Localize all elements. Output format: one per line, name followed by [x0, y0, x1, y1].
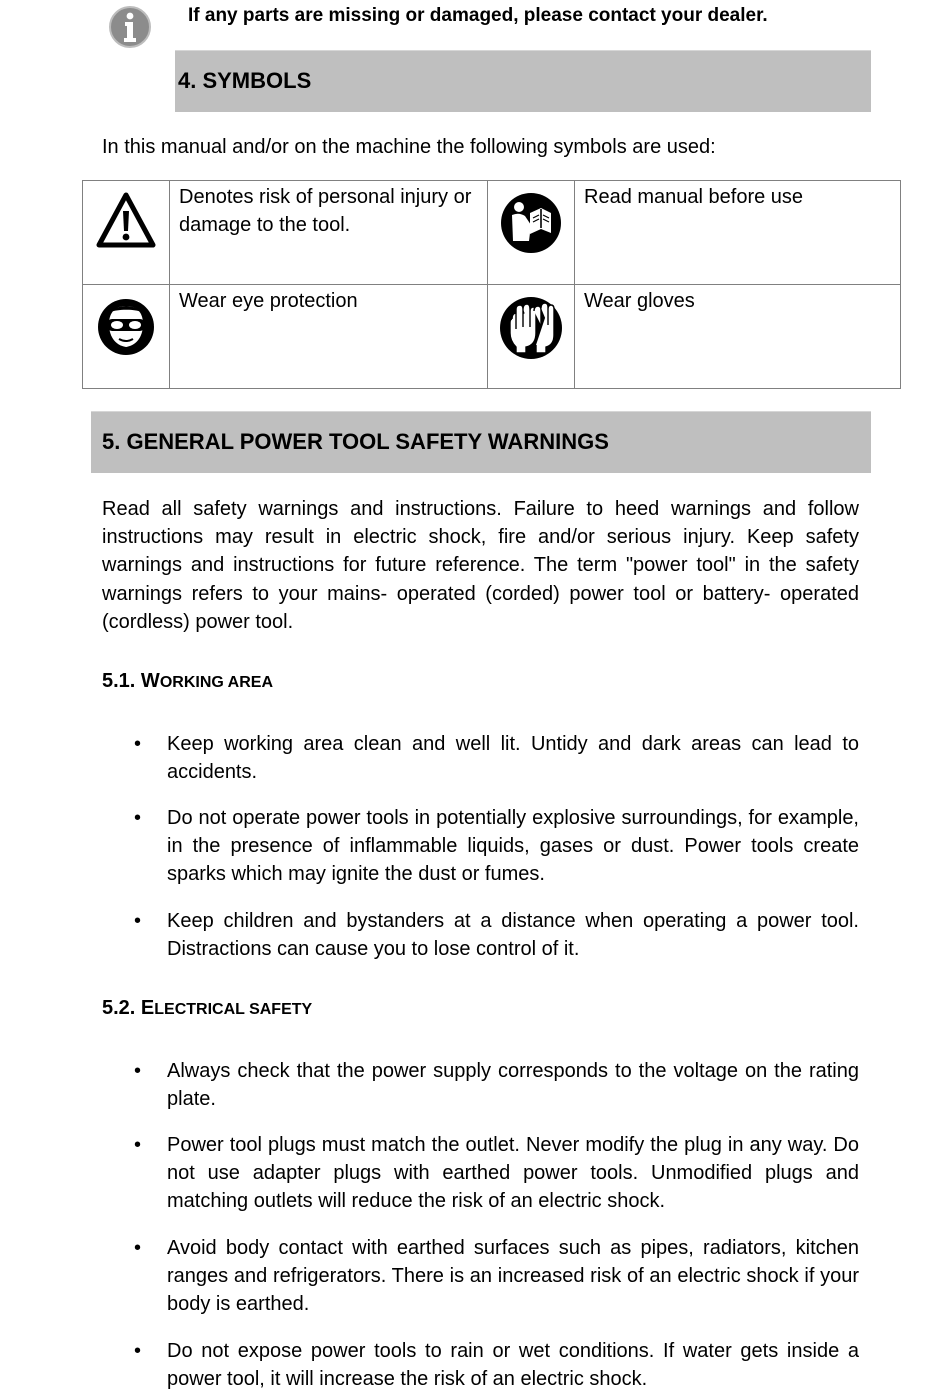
- symbol-icon-cell: [83, 181, 170, 285]
- bullet-icon: •: [134, 1134, 142, 1156]
- bullet-icon: •: [134, 1060, 142, 1082]
- eye-protection-icon: [97, 297, 155, 357]
- symbol-description: Wear gloves: [575, 285, 901, 389]
- symbols-intro: In this manual and/or on the machine the following symbols are used:: [102, 136, 716, 158]
- symbol-description: Wear eye protection: [170, 285, 488, 389]
- bullet-icon: •: [134, 1340, 142, 1362]
- working-area-title-initial: W: [140, 670, 160, 692]
- electrical-safety-bullet: Do not expose power tools to rain or wet conditions. If water gets inside a power tool, it will increase the risk of an electric shock.: [167, 1340, 859, 1391]
- electrical-safety-bullet: Always check that the power supply corresponds to the voltage on the rating plate.: [167, 1060, 859, 1111]
- working-area-bullet: Keep children and bystanders at a distance when operating a power tool. Distractions can cause you to lose control of it.: [167, 910, 859, 961]
- symbol-icon-cell: [488, 181, 575, 285]
- bullet-icon: •: [134, 807, 142, 829]
- general-safety-paragraph: Read all safety warnings and instructions. Failure to heed warnings and follow instructions may result in electric shock, fire and/or serious injury. Keep safety warnings and instructions for future reference. The term "power tool" in the safety warnings refers to your mains- operated (corded) power tool or battery- operated (cordless) power tool.: [102, 498, 859, 633]
- working-area-bullet: Keep working area clean and well lit. Untidy and dark areas can lead to accidents.: [167, 733, 859, 784]
- symbol-description: Read manual before use: [575, 181, 901, 285]
- warning-triangle-icon: [95, 191, 157, 251]
- general-safety-heading: [91, 411, 871, 473]
- working-area-bullet: Do not operate power tools in potentially explosive surroundings, for example, in the presence of inflammable liquids, gases or dust. Power tools create sparks which may ignite the dust or fumes.: [167, 807, 859, 886]
- electrical-safety-bullet: Power tool plugs must match the outlet. Never modify the plug in any way. Do not use adapter plugs with earthed power tools. Unmodified plugs and matching outlets will reduce the risk of an electric shock.: [167, 1134, 859, 1213]
- electrical-safety-title-initial: E: [140, 997, 155, 1019]
- working-area-number: 5.1.: [102, 670, 136, 692]
- electrical-safety-number: 5.2.: [102, 997, 136, 1019]
- symbol-icon-cell: [488, 285, 575, 389]
- symbol-description: Denotes risk of personal injury or damage to the tool.: [170, 181, 488, 285]
- working-area-title-rest: ORKING AREA: [159, 674, 273, 691]
- symbols-table: [82, 180, 901, 389]
- bullet-icon: •: [134, 1237, 142, 1259]
- bullet-icon: •: [134, 733, 142, 755]
- bullet-icon: •: [134, 910, 142, 932]
- info-icon: [108, 5, 152, 49]
- read-manual-icon: [499, 191, 563, 255]
- electrical-safety-title-rest: LECTRICAL SAFETY: [154, 1001, 313, 1018]
- symbols-heading-text: 4. SYMBOLS: [178, 68, 312, 93]
- electrical-safety-bullet: Avoid body contact with earthed surfaces such as pipes, radiators, kitchen ranges and refrigerators. There is an increased risk of an electric shock if your body is earthed.: [167, 1237, 859, 1316]
- electrical-safety-heading: [102, 997, 312, 1020]
- gloves-icon: [498, 295, 564, 361]
- working-area-heading: [102, 670, 273, 693]
- symbols-section-heading: [175, 50, 871, 112]
- symbol-icon-cell: [83, 285, 170, 389]
- missing-parts-notice: If any parts are missing or damaged, please contact your dealer.: [188, 5, 768, 26]
- general-safety-heading-text: 5. GENERAL POWER TOOL SAFETY WARNINGS: [102, 429, 609, 454]
